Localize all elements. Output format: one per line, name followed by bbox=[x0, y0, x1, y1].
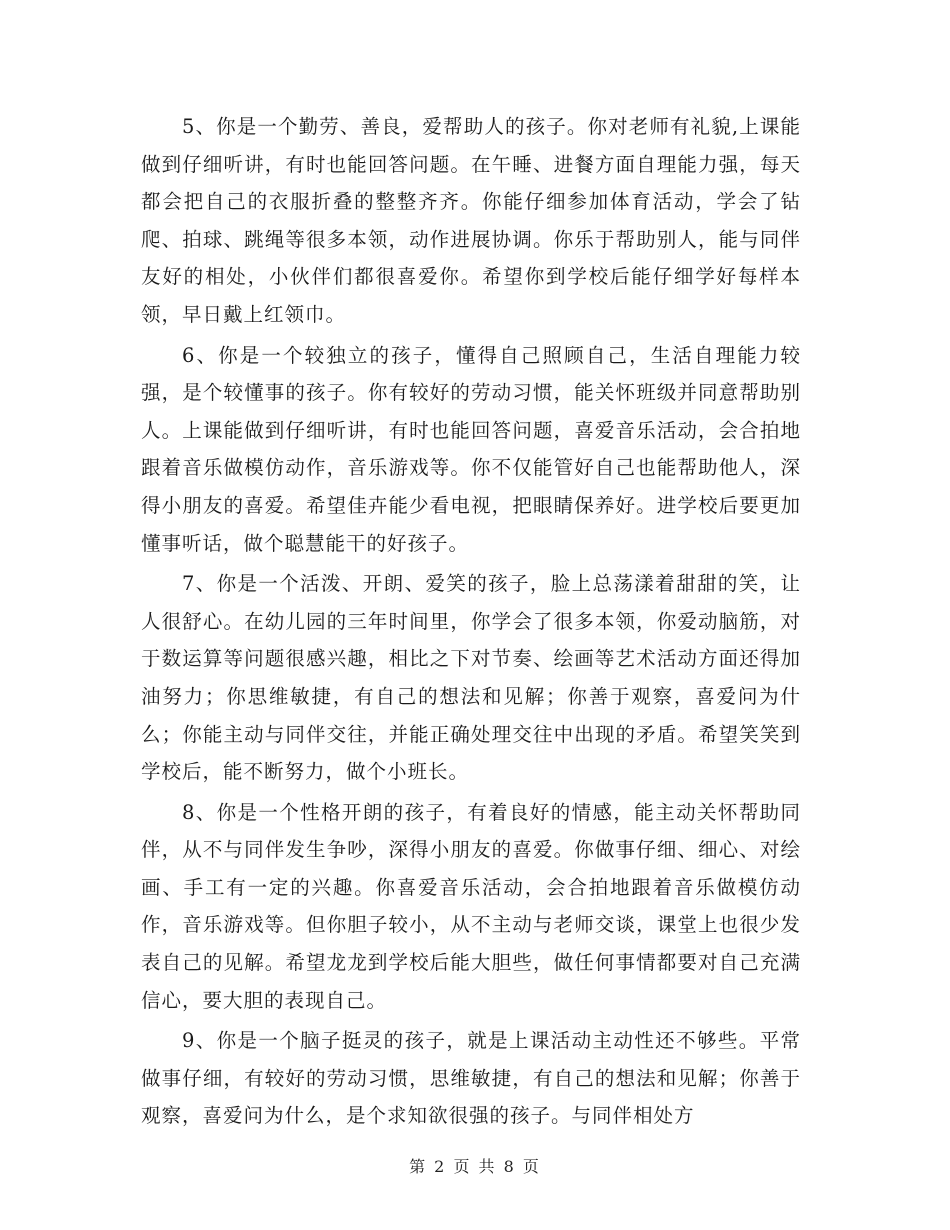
document-body bbox=[141, 108, 801, 1135]
page-footer bbox=[0, 1154, 950, 1177]
paragraph-8: 8、你是一个性格开朗的孩子，有着良好的情感，能主动关怀帮助同伴，从不与同伴发生争吵，深得小朋友的喜爱。你做事仔细、细心、对绘画、手工有一定的兴趣。你喜爱音乐活动，会合拍地跟着音乐做模仿动作，音乐游戏等。但你胆子较小，从不主动与老师交谈，课堂上也很少发表自己的见解。希望龙龙到学校后能大胆些，做任何事情都要对自己充满信心，要大胆的表现自己。 bbox=[141, 800, 801, 1012]
page-number-label: 第 2 页 共 8 页 bbox=[409, 1157, 541, 1176]
paragraph-7: 7、你是一个活泼、开朗、爱笑的孩子，脸上总荡漾着甜甜的笑，让人很舒心。在幼儿园的三年时间里，你学会了很多本领，你爱动脑筋，对于数运算等问题很感兴趣，相比之下对节奏、绘画等艺术活动方面还得加油努力；你思维敏捷，有自己的想法和见解；你善于观察，喜爱问为什么；你能主动与同伴交往，并能正确处理交往中出现的矛盾。希望笑笑到学校后，能不断努力，做个小班长。 bbox=[141, 572, 801, 784]
paragraph-6: 6、你是一个较独立的孩子，懂得自己照顾自己，生活自理能力较强，是个较懂事的孩子。你有较好的劳动习惯，能关怀班级并同意帮助别人。上课能做到仔细听讲，有时也能回答问题，喜爱音乐活动，会合拍地跟着音乐做模仿动作，音乐游戏等。你不仅能管好自己也能帮助他人，深得小朋友的喜爱。希望佳卉能少看电视，把眼睛保养好。进学校后要更加懂事听话，做个聪慧能干的好孩子。 bbox=[141, 343, 801, 555]
paragraph-5: 5、你是一个勤劳、善良，爱帮助人的孩子。你对老师有礼貌,上课能做到仔细听讲，有时也能回答问题。在午睡、进餐方面自理能力强，每天都会把自己的衣服折叠的整整齐齐。你能仔细参加体育活动，学会了钻爬、拍球、跳绳等很多本领，动作进展协调。你乐于帮助别人，能与同伴友好的相处，小伙伴们都很喜爱你。希望你到学校后能仔细学好每样本领，早日戴上红领巾。 bbox=[141, 115, 801, 326]
paragraph-9: 9、你是一个脑子挺灵的孩子，就是上课活动主动性还不够些。平常做事仔细，有较好的劳动习惯，思维敏捷，有自己的想法和见解；你善于观察，喜爱问为什么，是个求知欲很强的孩子。与同伴相处方 bbox=[141, 1029, 801, 1128]
